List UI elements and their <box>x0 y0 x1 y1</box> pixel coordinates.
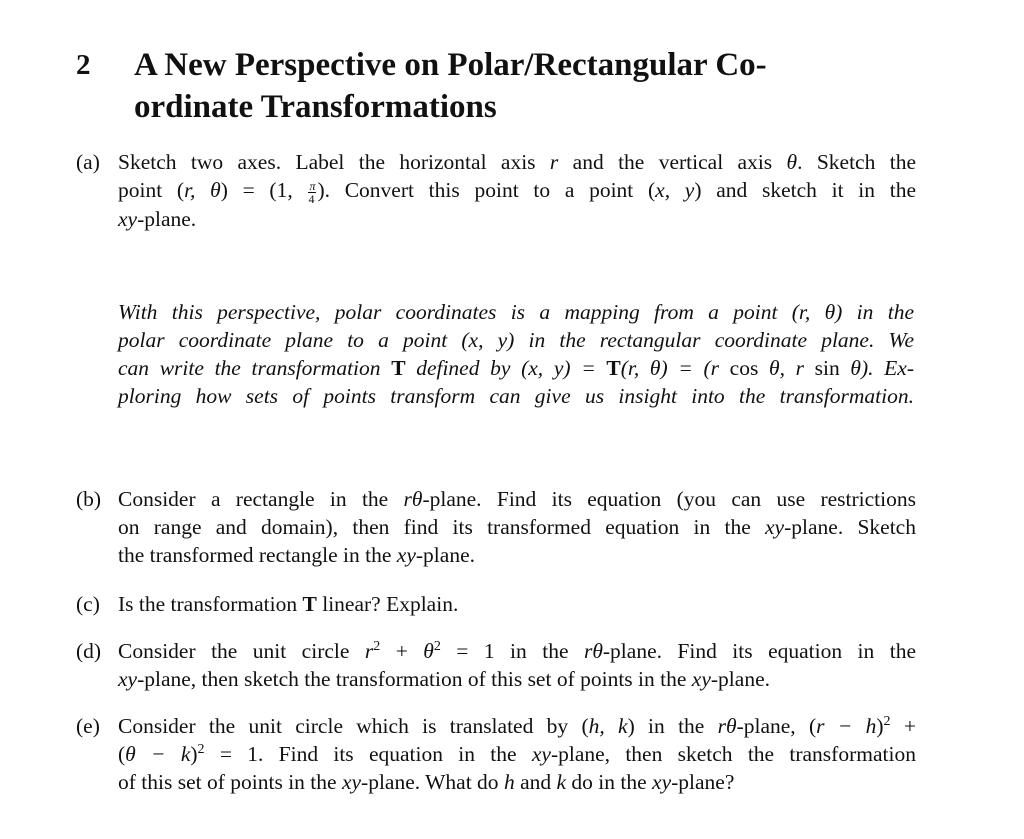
part-e-text <box>118 712 916 796</box>
perspective-line-2: polar coordinate plane to a point (x, y) in the rectangular coordinate plane. We <box>118 328 914 352</box>
perspective-line-4: ploring how sets of points transform can give us insight into the transformation. <box>118 384 914 408</box>
part-d <box>76 637 916 693</box>
part-a-line-1: Sketch two axes. Label the horizontal axis r and the vertical axis θ. Sketch the <box>118 150 916 174</box>
section-header <box>76 44 926 128</box>
part-e <box>76 712 916 796</box>
part-a-line-2: point (r, θ) = (1, $\frac{\pi}{4}$ ). Convert this point to a point (x, y) and sketch it in the <box>118 178 916 206</box>
part-e-line-1: Consider the unit circle which is translated by (h, k) in the rθ-plane, $(r - h)^2$ + <box>118 713 916 738</box>
part-b-text <box>118 485 916 569</box>
part-d-label: (d) <box>76 639 102 663</box>
part-e-line-3: of this set of points in the xy-plane. What do h and k do in the xy-plane? <box>118 770 735 794</box>
part-a-label: (a) <box>76 150 100 174</box>
part-c-text: Is the transformation T linear? Explain. <box>118 592 459 616</box>
part-b <box>76 485 916 569</box>
part-b-line-1: Consider a rectangle in the rθ-plane. Find its equation (you can use restrictions <box>118 487 916 511</box>
part-e-label: (e) <box>76 714 100 738</box>
section-title <box>134 44 924 128</box>
part-b-line-2: on range and domain), then find its transformed equation in the xy-plane. Sketch <box>118 515 916 539</box>
section-number: 2 <box>76 49 91 81</box>
part-a <box>76 148 916 233</box>
part-d-line-2: xy-plane, then sketch the transformation of this set of points in the xy-plane. <box>118 667 770 691</box>
part-a-line-3: xy-plane. <box>118 206 197 231</box>
part-d-line-1: Consider the unit circle $r^2 + \theta^2 = 1$ in the rθ-plane. Find its equation in the <box>118 638 916 663</box>
part-d-text <box>118 637 916 693</box>
part-a-text <box>118 148 916 233</box>
part-e-line-2: $(\theta - k)^2 = 1$. Find its equation in the xy-plane, then sketch the transformation <box>118 741 916 766</box>
perspective-line-3: can write the transformation T defined by (x, y) = T(r, θ) = (r cos θ, r sin θ). Ex- <box>118 356 914 380</box>
part-b-line-3: the transformed rectangle in the xy-plane. <box>118 543 475 567</box>
perspective-paragraph <box>118 298 914 410</box>
part-b-label: (b) <box>76 487 102 511</box>
section-title-line-2: ordinate Transformations <box>134 89 497 125</box>
perspective-line-1: With this perspective, polar coordinates is a mapping from a point (r, θ) in the <box>118 300 914 324</box>
part-c <box>76 590 916 618</box>
part-c-label: (c) <box>76 592 100 616</box>
section-title-line-1: A New Perspective on Polar/Rectangular Co- <box>134 47 767 83</box>
pi-over-four-fraction: $\frac{\pi}{4}$ <box>308 178 316 206</box>
